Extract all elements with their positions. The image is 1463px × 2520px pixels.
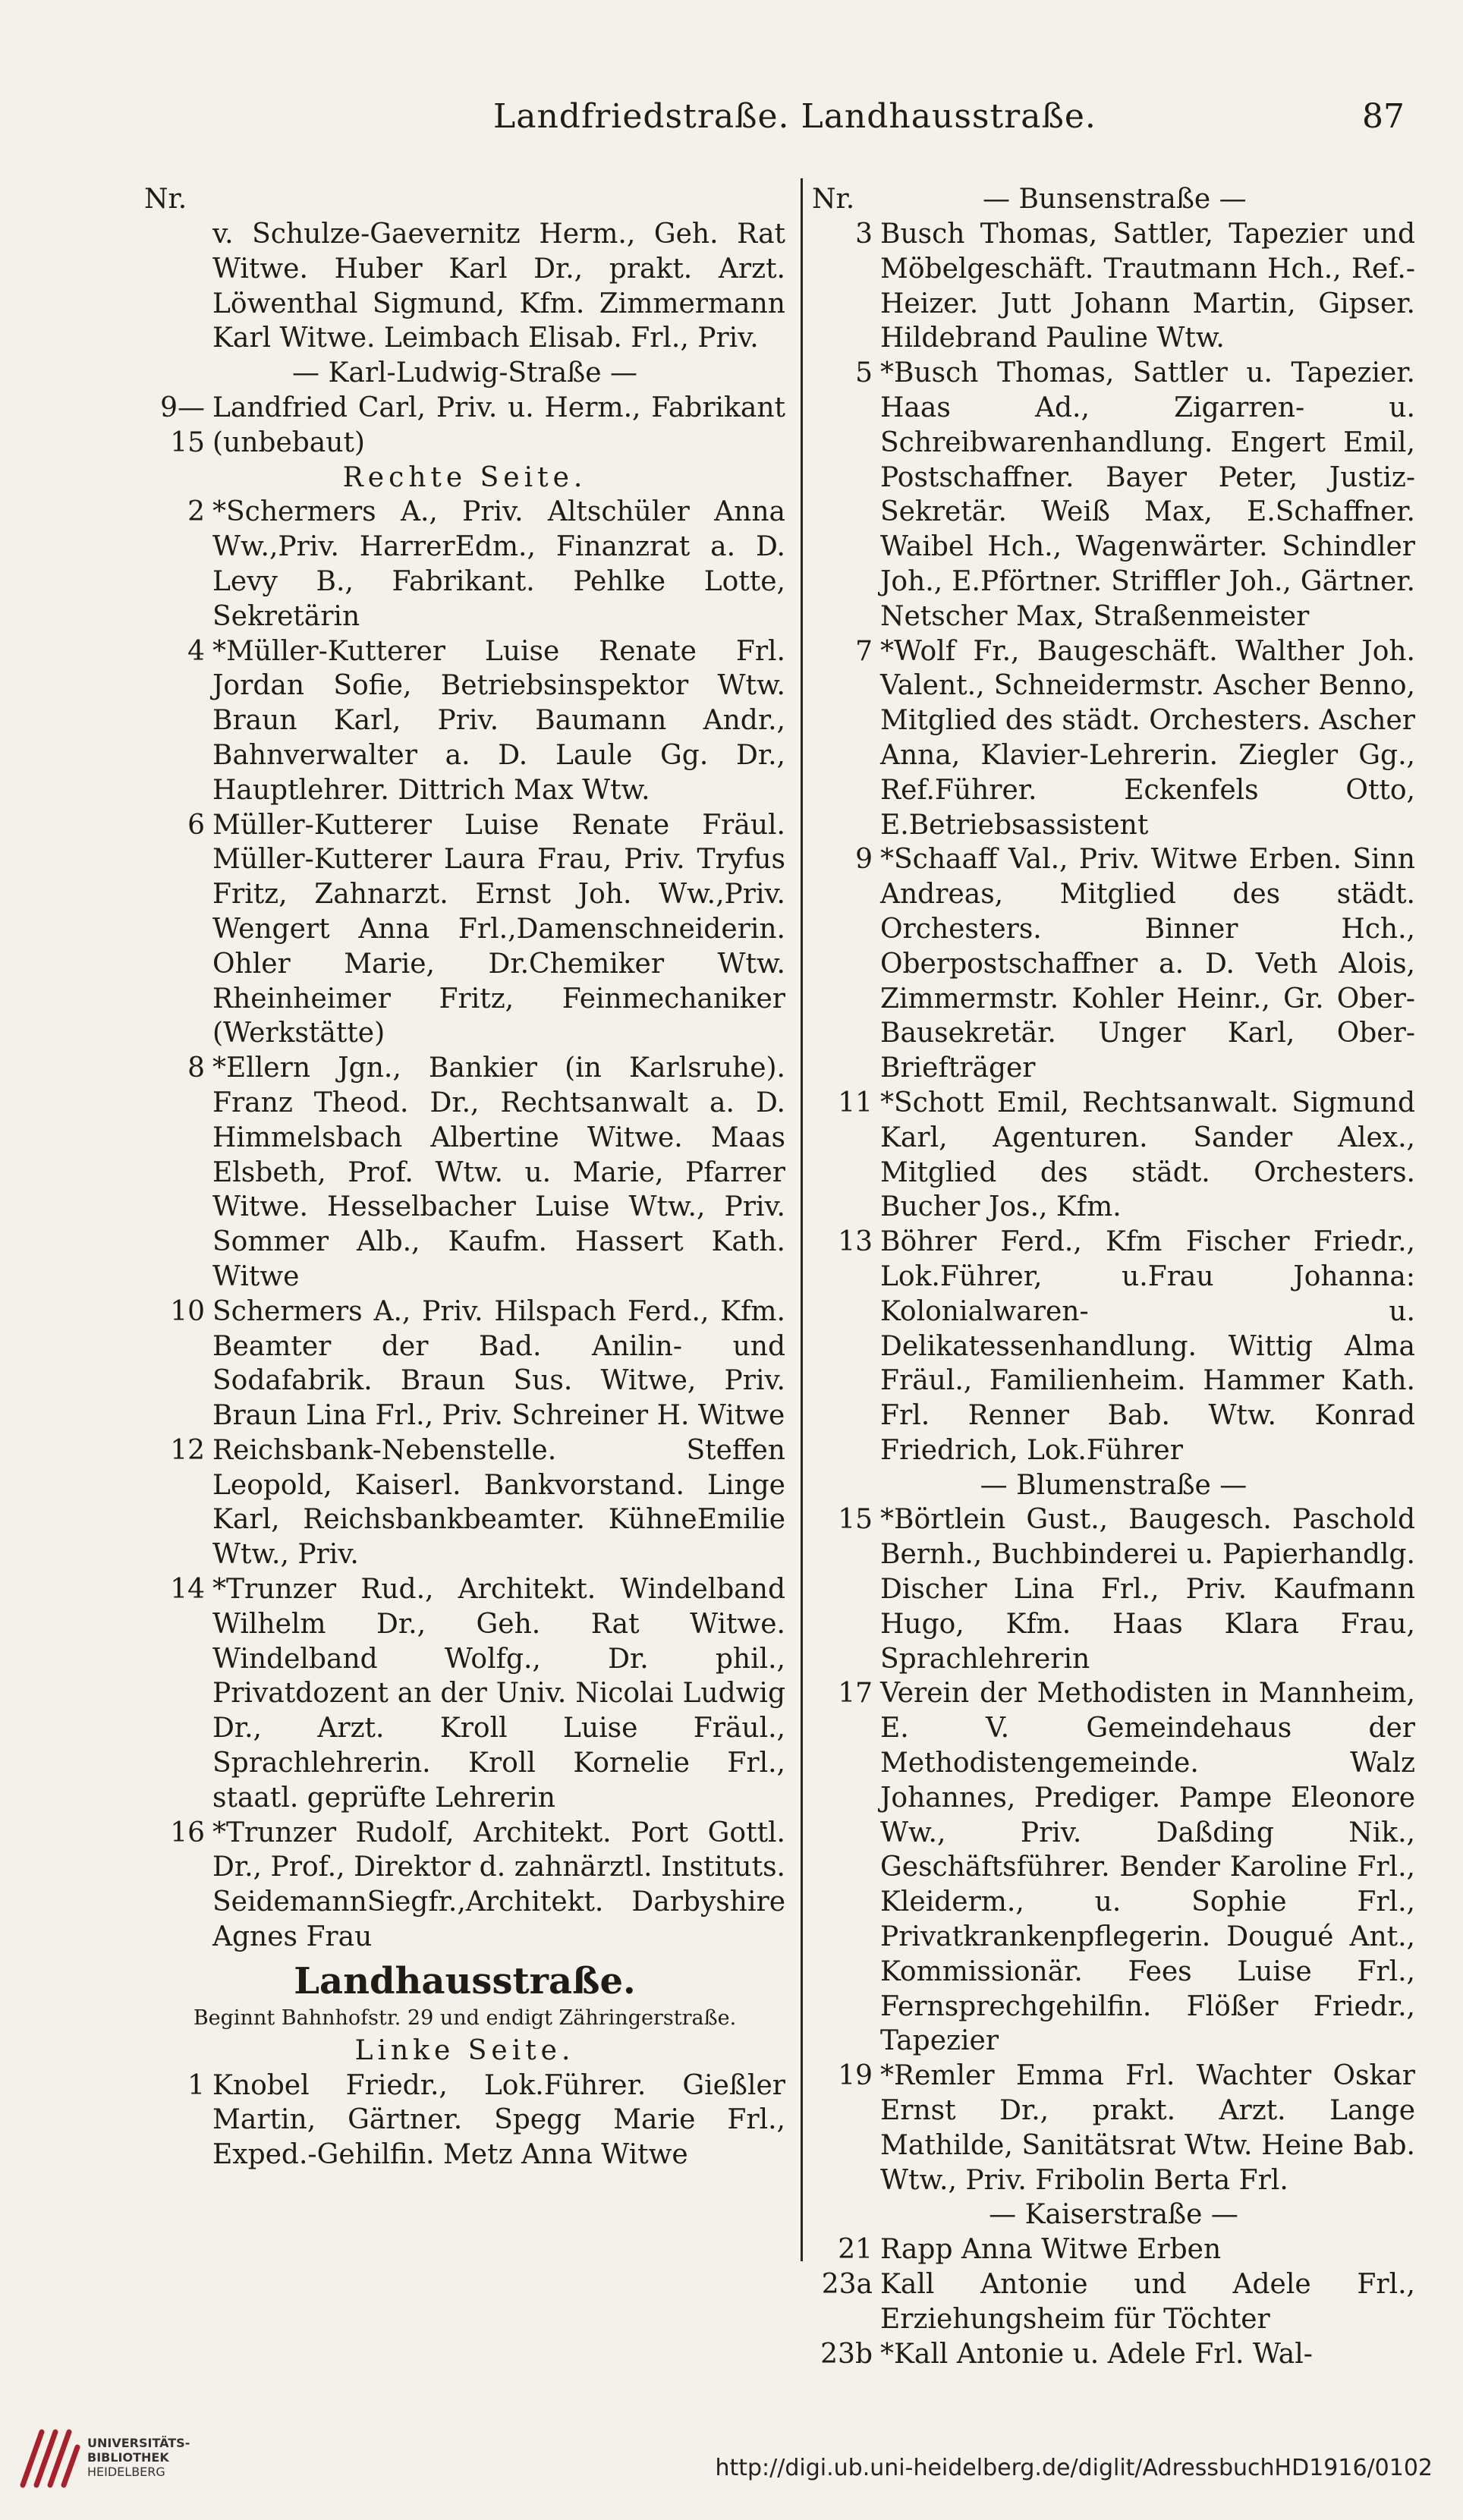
entry-text: *Remler Emma Frl. Wachter Oskar Ernst Dr., prakt. Arzt. Lange Mathilde, Sanitätsrat Wtw. Heine Bab. Wtw., Priv. Fribolin Berta Frl. <box>880 2060 1415 2196</box>
library-name <box>87 2436 190 2479</box>
library-name-line: BIBLIOTHEK <box>87 2450 169 2465</box>
entry-text: *Busch Thomas, Sattler u. Tapezier. Haas Ad., Zigarren- u. Schreibwarenhandlung. Engert Emil, Postschaffner. Bayer Peter, Justiz-Sekretär. Weiß Max, E.Schaffner. Waibel Hch., Wagenwärter. Schindler Joh., E.Pförtner. Striffler Joh., Gärtner. Netscher Max, Straßenmeister <box>880 357 1415 632</box>
house-number: 23b <box>820 2338 873 2370</box>
entry-text: *Ellern Jgn., Bankier (in Karlsruhe). Franz Theod. Dr., Rechtsanwalt a. D. Himmelsbach Albertine Witwe. Maas Elsbeth, Prof. Wtw. u. Marie, Pfarrer Witwe. Hesselbacher Luise Wtw., Priv. Sommer Alb., Kaufm. Hassert Kath. Witwe <box>212 1052 785 1292</box>
house-number: 7 <box>855 635 873 667</box>
nr-heading: Nr. <box>812 184 855 215</box>
entry-text: Schermers A., Priv. Hilspach Ferd., Kfm. Beamter der Bad. Anilin- und Sodafabrik. Braun Sus. Witwe, Priv. Braun Lina Frl., Priv. Schreiner H. Witwe <box>212 1295 785 1432</box>
list-item <box>812 2337 1415 2372</box>
house-number: 19 <box>838 2060 873 2092</box>
list-item <box>144 391 785 461</box>
side-heading: Linke Seite. <box>354 2034 575 2066</box>
house-number: 3 <box>855 219 873 250</box>
house-number: 17 <box>838 1678 873 1710</box>
list-item <box>812 217 1415 356</box>
list-item <box>144 1816 785 1955</box>
list-item <box>812 2059 1415 2198</box>
cross-street: — Kaiserstraße — <box>989 2199 1238 2231</box>
house-number: 1 <box>187 2069 205 2101</box>
side-heading: Rechte Seite. <box>342 461 587 493</box>
entry-text: Reichsbank-Nebenstelle. Steffen Leopold, Kaiserl. Bankvorstand. Linge Karl, Reichsbankbeamter. KühneEmilie Wtw., Priv. <box>212 1434 785 1571</box>
list-item <box>812 634 1415 843</box>
house-number: 14 <box>170 1574 205 1606</box>
house-number: 5 <box>855 357 873 389</box>
entry-text: Landfried Carl, Priv. u. Herm., Fabrikant (unbebaut) <box>212 392 785 458</box>
entry-text: Verein der Methodisten in Mannheim, E. V. Gemeindehaus der Methodistengemeinde. Walz Johannes, Prediger. Pampe Eleonore Ww., Priv. Daßding Nik., Geschäftsführer. Bender Karoline Frl., Kleiderm., u. Sophie Frl., Privatkrankenpflegerin. Dougué Ant., Kommissionär. Fees Luise Frl., Fernsprechgehilfin. Flößer Friedr., Tapezier <box>880 1678 1415 2057</box>
house-number: 8 <box>187 1052 205 1084</box>
entry-text: *Trunzer Rud., Architekt. Windelband Wilhelm Dr., Geh. Rat Witwe. Windelband Wolfg., Dr. phil., Privatdozent an der Univ. Nicolai Ludwig Dr., Arzt. Kroll Luise Fräul., Sprachlehrerin. Kroll Kornelie Frl., staatl. geprüfte Lehrerin <box>212 1574 785 1814</box>
entry-text: Rapp Anna Witwe Erben <box>880 2234 1222 2266</box>
footer <box>0 2409 1463 2520</box>
list-item <box>812 2267 1415 2337</box>
house-number: 23a <box>821 2269 873 2301</box>
list-item <box>812 1225 1415 1468</box>
house-number: 10 <box>170 1295 205 1327</box>
entry-text: Busch Thomas, Sattler, Tapezier und Möbelgeschäft. Trautmann Hch., Ref.-Heizer. Jutt Johann Martin, Gipser. Hildebrand Pauline Wtw. <box>880 219 1415 354</box>
page-header <box>0 91 1463 152</box>
house-number: 9—15 <box>160 392 205 458</box>
street-subtitle: Beginnt Bahnhofstr. 29 und endigt Zähringerstraße. <box>193 2006 737 2030</box>
entry-text: Müller-Kutterer Luise Renate Fräul. Müller-Kutterer Laura Frau, Priv. Tryfus Fritz, Zahnarzt. Ernst Joh. Ww.,Priv. Wengert Anna Frl.,Damenschneiderin. Ohler Marie, Dr.Chemiker Wtw. Rheinheimer Fritz, Feinmechaniker (Werkstätte) <box>212 809 785 1049</box>
list-item <box>144 2069 785 2172</box>
entry-text: *Schaaff Val., Priv. Witwe Erben. Sinn Andreas, Mitglied des städt. Orchesters. Binner Hch., Oberpostschaffner a. D. Veth Alois, Zimmermstr. Kohler Heinr., Gr. Ober-Bausekretär. Unger Karl, Ober-Briefträger <box>880 844 1415 1084</box>
entry-text: Kall Antonie und Adele Frl., Erziehungsheim für Töchter <box>880 2269 1415 2335</box>
entry-text: *Schermers A., Priv. Altschüler Anna Ww.,Priv. HarrerEdm., Finanzrat a. D. Levy B., Fabrikant. Pehlke Lotte, Sekretärin <box>212 496 785 632</box>
entry-text: *Wolf Fr., Baugeschäft. Walther Joh. Valent., Schneidermstr. Ascher Benno, Mitglied des städt. Orchesters. Ascher Anna, Klavier-Lehrerin. Ziegler Gg., Ref.Führer. Eckenfels Otto, E.Betriebsassistent <box>880 635 1415 841</box>
house-number: 2 <box>187 496 205 528</box>
list-item <box>144 495 785 634</box>
left-column <box>144 182 785 2172</box>
list-item <box>144 1051 785 1295</box>
entry-text: *Trunzer Rudolf, Architekt. Port Gottl. Dr., Prof., Direktor d. zahnärztl. Instituts. SeidemannSiegfr.,Architekt. Darbyshire Agnes Frau <box>212 1817 785 1953</box>
right-header-row <box>812 182 1415 217</box>
entry-text: *Börtlein Gust., Baugesch. Paschold Bernh., Buchbinderei u. Papierhandlg. Discher Lina Frl., Priv. Kaufmann Hugo, Kfm. Haas Klara Frau, Sprachlehrerin <box>880 1504 1415 1675</box>
house-number: 9 <box>855 844 873 876</box>
nr-heading: Nr. <box>144 184 187 215</box>
library-name-line: UNIVERSITÄTS- <box>87 2436 190 2450</box>
list-item <box>144 1433 785 1572</box>
running-title: Landfriedstraße. Landhausstraße. <box>493 97 1096 136</box>
university-library-logo-icon[interactable] <box>15 2424 83 2493</box>
house-number: 6 <box>187 809 205 841</box>
list-item <box>144 1295 785 1433</box>
list-item <box>812 842 1415 1086</box>
entry-text: *Müller-Kutterer Luise Renate Frl. Jordan Sofie, Betriebsinspektor Wtw. Braun Karl, Priv. Baumann Andr., Bahnverwalter a. D. Laule Gg. Dr., Hauptlehrer. Dittrich Max Wtw. <box>212 635 785 806</box>
house-number: 16 <box>170 1817 205 1848</box>
house-number: 4 <box>187 635 205 667</box>
entry-text: Böhrer Ferd., Kfm Fischer Friedr., Lok.Führer, u.Frau Johanna: Kolonialwaren- u. Delikatessenhandlung. Wittig Alma Fräul., Familienheim. Hammer Kath. Frl. Renner Bab. Wtw. Konrad Friedrich, Lok.Führer <box>880 1226 1415 1466</box>
house-number: 11 <box>838 1087 873 1118</box>
entry-text: v. Schulze-Gaevernitz Herm., Geh. Rat Witwe. Huber Karl Dr., prakt. Arzt. Löwenthal Sigmund, Kfm. Zimmermann Karl Witwe. Leimbach Elisab. Frl., Priv. <box>212 219 785 354</box>
source-url-link[interactable]: http://digi.ub.uni-heidelberg.de/diglit/AdressbuchHD1916/0102 <box>715 2455 1433 2481</box>
list-item <box>144 1572 785 1816</box>
list-item <box>812 2232 1415 2267</box>
street-title: Landhausstraße. <box>294 1959 636 2002</box>
house-number: 12 <box>170 1434 205 1466</box>
cross-street: — Karl-Ludwig-Straße — <box>292 357 637 389</box>
cross-street: — Bunsenstraße — <box>983 184 1247 215</box>
entry-text: *Schott Emil, Rechtsanwalt. Sigmund Karl, Agenturen. Sander Alex., Mitglied des städt. Orchesters. Bucher Jos., Kfm. <box>880 1087 1415 1223</box>
column-divider <box>801 178 803 2261</box>
cross-street: — Blumenstraße — <box>980 1469 1247 1501</box>
entry-text: *Kall Antonie u. Adele Frl. Wal- <box>880 2338 1313 2370</box>
house-number: 13 <box>838 1226 873 1258</box>
house-number: 21 <box>838 2234 873 2266</box>
list-item <box>812 1086 1415 1225</box>
house-number: 15 <box>838 1504 873 1536</box>
list-item <box>144 808 785 1052</box>
list-item <box>812 356 1415 634</box>
list-item <box>144 217 785 356</box>
page-number: 87 <box>1362 97 1405 136</box>
list-item <box>144 634 785 808</box>
list-item <box>812 1676 1415 2059</box>
library-name-line: HEIDELBERG <box>87 2465 165 2479</box>
right-column <box>812 182 1415 2371</box>
list-item <box>812 1502 1415 1676</box>
entry-text: Knobel Friedr., Lok.Führer. Gießler Martin, Gärtner. Spegg Marie Frl., Exped.-Gehilfin. Metz Anna Witwe <box>212 2069 785 2171</box>
